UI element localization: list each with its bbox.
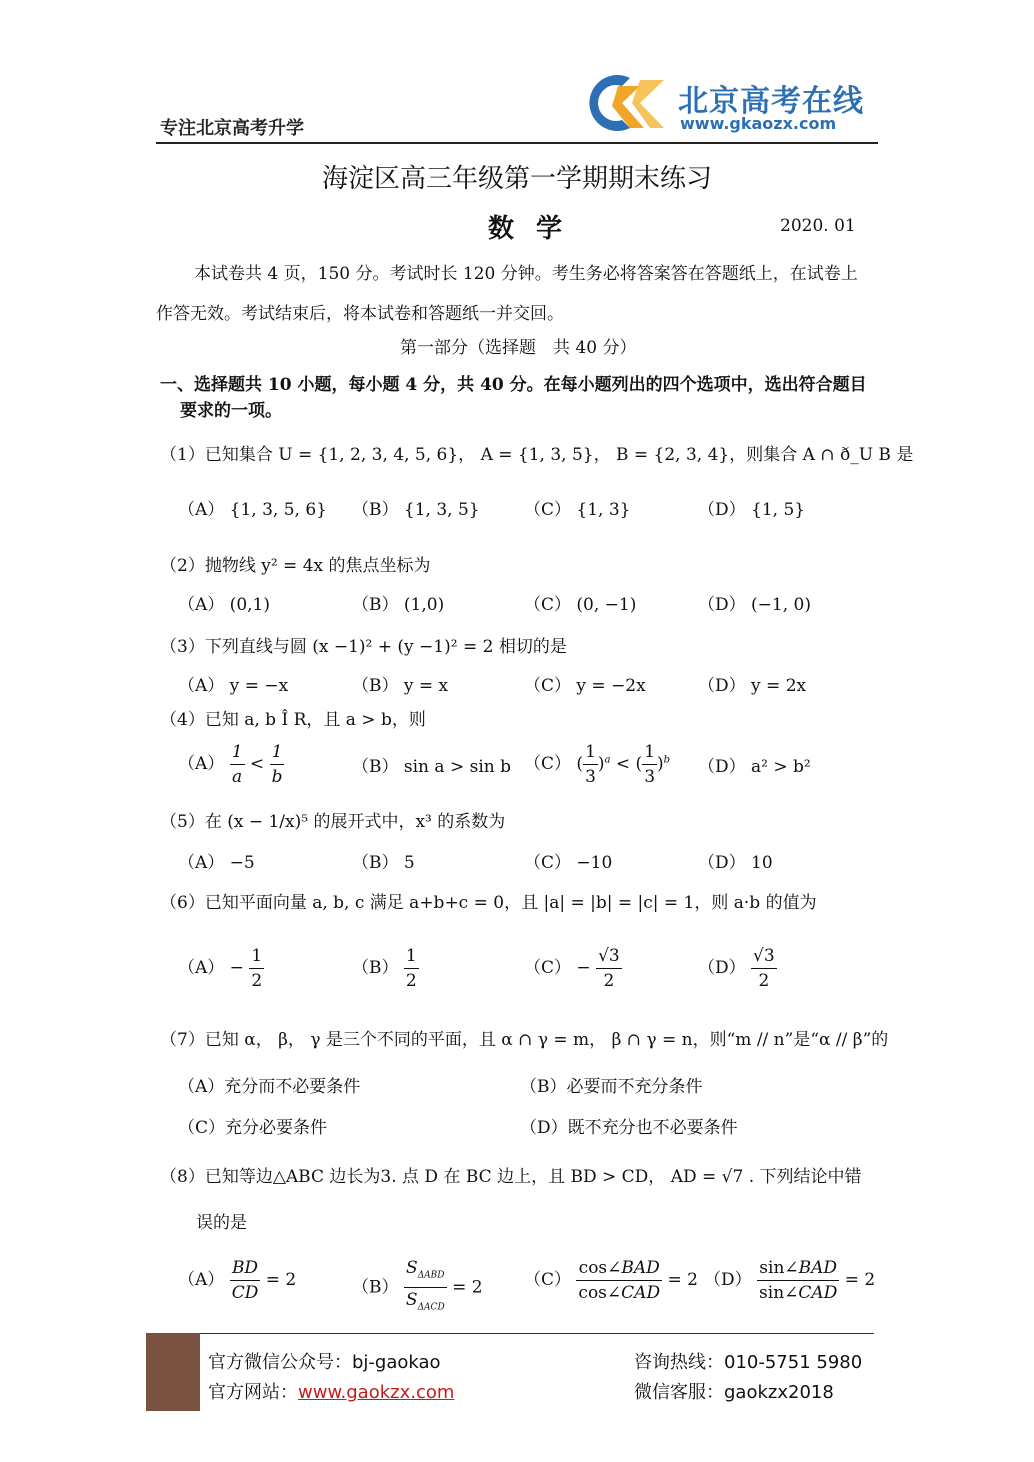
question-5-option-a: （A） −5 bbox=[178, 853, 255, 873]
question-2-option-c: （C） (0, −1) bbox=[524, 595, 637, 615]
question-8-option-a: （A） $\frac{BD}{CD}$ = 2 bbox=[178, 1258, 297, 1303]
footer-divider bbox=[200, 1333, 874, 1334]
question-6-option-b-label: （B） bbox=[352, 958, 399, 978]
question-8-option-c-label: （C） bbox=[524, 1270, 572, 1290]
question-8-option-a-label: （A） bbox=[178, 1270, 225, 1290]
question-1-option-c: （C） {1, 3} bbox=[524, 500, 631, 520]
question-8-option-d: （D） $\frac{\text{sin∠BAD}}{\text{sin∠CAD}}$ = 2 bbox=[704, 1258, 876, 1303]
question-5-option-b: （B） 5 bbox=[352, 853, 415, 873]
question-6-option-a-label: （A） bbox=[178, 958, 225, 978]
question-8-option-b: （B） $\frac{S_{\Delta ABD}}{S_{\Delta ACD}}$ = 2 bbox=[352, 1258, 483, 1313]
question-2-option-b: （B） (1,0) bbox=[352, 595, 445, 615]
question-6-option-c: （C） − $\frac{√3}{2}$ bbox=[524, 946, 620, 991]
question-8-option-d-label: （D） bbox=[704, 1270, 752, 1290]
section-heading-1: 一、选择题共 10 小题，每小题 4 分，共 40 分。在每小题列出的四个选项中，选出符合题目 bbox=[160, 375, 867, 395]
question-5-option-d: （D） 10 bbox=[698, 853, 773, 873]
brand-site: www.gkaozx.com bbox=[680, 114, 837, 133]
question-2-stem: （2）抛物线 y² = 4x 的焦点坐标为 bbox=[160, 556, 431, 576]
question-1-stem: （1）已知集合 U = {1, 2, 3, 4, 5, 6}， A = {1, 3, 5}， B = {2, 3, 4}，则集合 A ∩ ð_U B 是 bbox=[160, 445, 914, 465]
question-6-option-d-label: （D） bbox=[698, 958, 746, 978]
question-6-option-a: （A） − $\frac{1}{2}$ bbox=[178, 946, 263, 991]
exam-subject: 数学 bbox=[488, 214, 585, 244]
question-6-option-d: （D） $\frac{√3}{2}$ bbox=[698, 946, 775, 991]
question-7-option-b: （B）必要而不充分条件 bbox=[520, 1077, 703, 1097]
question-4-option-c: （C） ( $\frac{1}{3}$ )$^a$ < ( $\frac{1}{3}$ )$^b$ bbox=[524, 742, 671, 787]
footer-website-link[interactable]: www.gaokzx.com bbox=[298, 1382, 455, 1403]
question-6-option-b: （B） $\frac{1}{2}$ bbox=[352, 946, 417, 991]
question-3-stem: （3）下列直线与圆 (x −1)² + (y −1)² = 2 相切的是 bbox=[160, 637, 567, 657]
footer-website bbox=[208, 1378, 454, 1404]
question-2-option-a: （A） (0,1) bbox=[178, 595, 270, 615]
question-4-option-a: （A） $\frac{1}{a}$ < $\frac{1}{b}$ bbox=[178, 742, 283, 787]
question-3-option-a: （A） y = −x bbox=[178, 676, 289, 696]
exam-title: 海淀区高三年级第一学期期末练习 bbox=[321, 164, 712, 194]
question-6-option-c-label: （C） bbox=[524, 958, 572, 978]
header-divider bbox=[156, 142, 878, 144]
question-4-option-b: （B） sin a > sin b bbox=[352, 757, 511, 777]
brand-name: 北京高考在线 bbox=[678, 84, 864, 119]
question-1-option-d: （D） {1, 5} bbox=[698, 500, 806, 520]
exam-date: 2020. 01 bbox=[780, 216, 856, 236]
question-4-option-c-label: （C） bbox=[524, 754, 572, 774]
question-6-stem: （6）已知平面向量 a, b, c 满足 a+b+c = 0，且 |a| = |b| = |c| = 1，则 a·b 的值为 bbox=[160, 893, 817, 913]
footer-service: 微信客服：gaokzx2018 bbox=[634, 1382, 834, 1403]
question-7-option-c: （C）充分必要条件 bbox=[178, 1118, 328, 1138]
question-3-option-c: （C） y = −2x bbox=[524, 676, 646, 696]
question-4-stem: （4）已知 a, b Î R，且 a > b，则 bbox=[160, 710, 426, 730]
question-1-option-a: （A） {1, 3, 5, 6} bbox=[178, 500, 327, 520]
question-8-stem-2: 误的是 bbox=[196, 1213, 247, 1233]
question-7-stem: （7）已知 α， β， γ 是三个不同的平面，且 α ∩ γ = m， β ∩ γ = n，则“m // n”是“α // β”的 bbox=[160, 1030, 889, 1050]
footer-website-label: 官方网站： bbox=[208, 1382, 298, 1403]
intro-line-1: 本试卷共 4 页，150 分。考试时长 120 分钟。考生务必将答案答在答题纸上，在试卷上 bbox=[194, 264, 858, 284]
question-8-option-b-label: （B） bbox=[352, 1277, 399, 1298]
question-4-option-d: （D） a² > b² bbox=[698, 757, 811, 777]
question-7-option-d: （D）既不充分也不必要条件 bbox=[520, 1118, 738, 1138]
section-heading-2: 要求的一项。 bbox=[180, 401, 282, 421]
question-1-option-b: （B） {1, 3, 5} bbox=[352, 500, 480, 520]
question-7-option-a: （A）充分而不必要条件 bbox=[178, 1077, 361, 1097]
question-3-option-b: （B） y = x bbox=[352, 676, 449, 696]
question-3-option-d: （D） y = 2x bbox=[698, 676, 807, 696]
footer-accent-block bbox=[146, 1333, 200, 1411]
question-5-option-c: （C） −10 bbox=[524, 853, 613, 873]
question-8-stem: （8）已知等边△ABC 边长为3. 点 D 在 BC 边上，且 BD > CD， AD = √7 . 下列结论中错 bbox=[160, 1167, 862, 1187]
question-8-option-c: （C） $\frac{\text{cos∠BAD}}{\text{cos∠CAD}}$ = 2 bbox=[524, 1258, 698, 1303]
intro-line-2: 作答无效。考试结束后，将本试卷和答题纸一并交回。 bbox=[156, 304, 564, 324]
question-4-option-a-label: （A） bbox=[178, 754, 225, 774]
question-2-option-d: （D） (−1, 0) bbox=[698, 595, 811, 615]
footer-wechat: 官方微信公众号：bj-gaokao bbox=[208, 1352, 441, 1373]
part-heading: 第一部分（选择题 共 40 分） bbox=[400, 338, 637, 358]
header-slogan: 专注北京高考升学 bbox=[160, 118, 304, 139]
question-5-stem: （5）在 (x − 1/x)⁵ 的展开式中，x³ 的系数为 bbox=[160, 812, 506, 832]
footer-hotline: 咨询热线：010-5751 5980 bbox=[634, 1352, 863, 1373]
